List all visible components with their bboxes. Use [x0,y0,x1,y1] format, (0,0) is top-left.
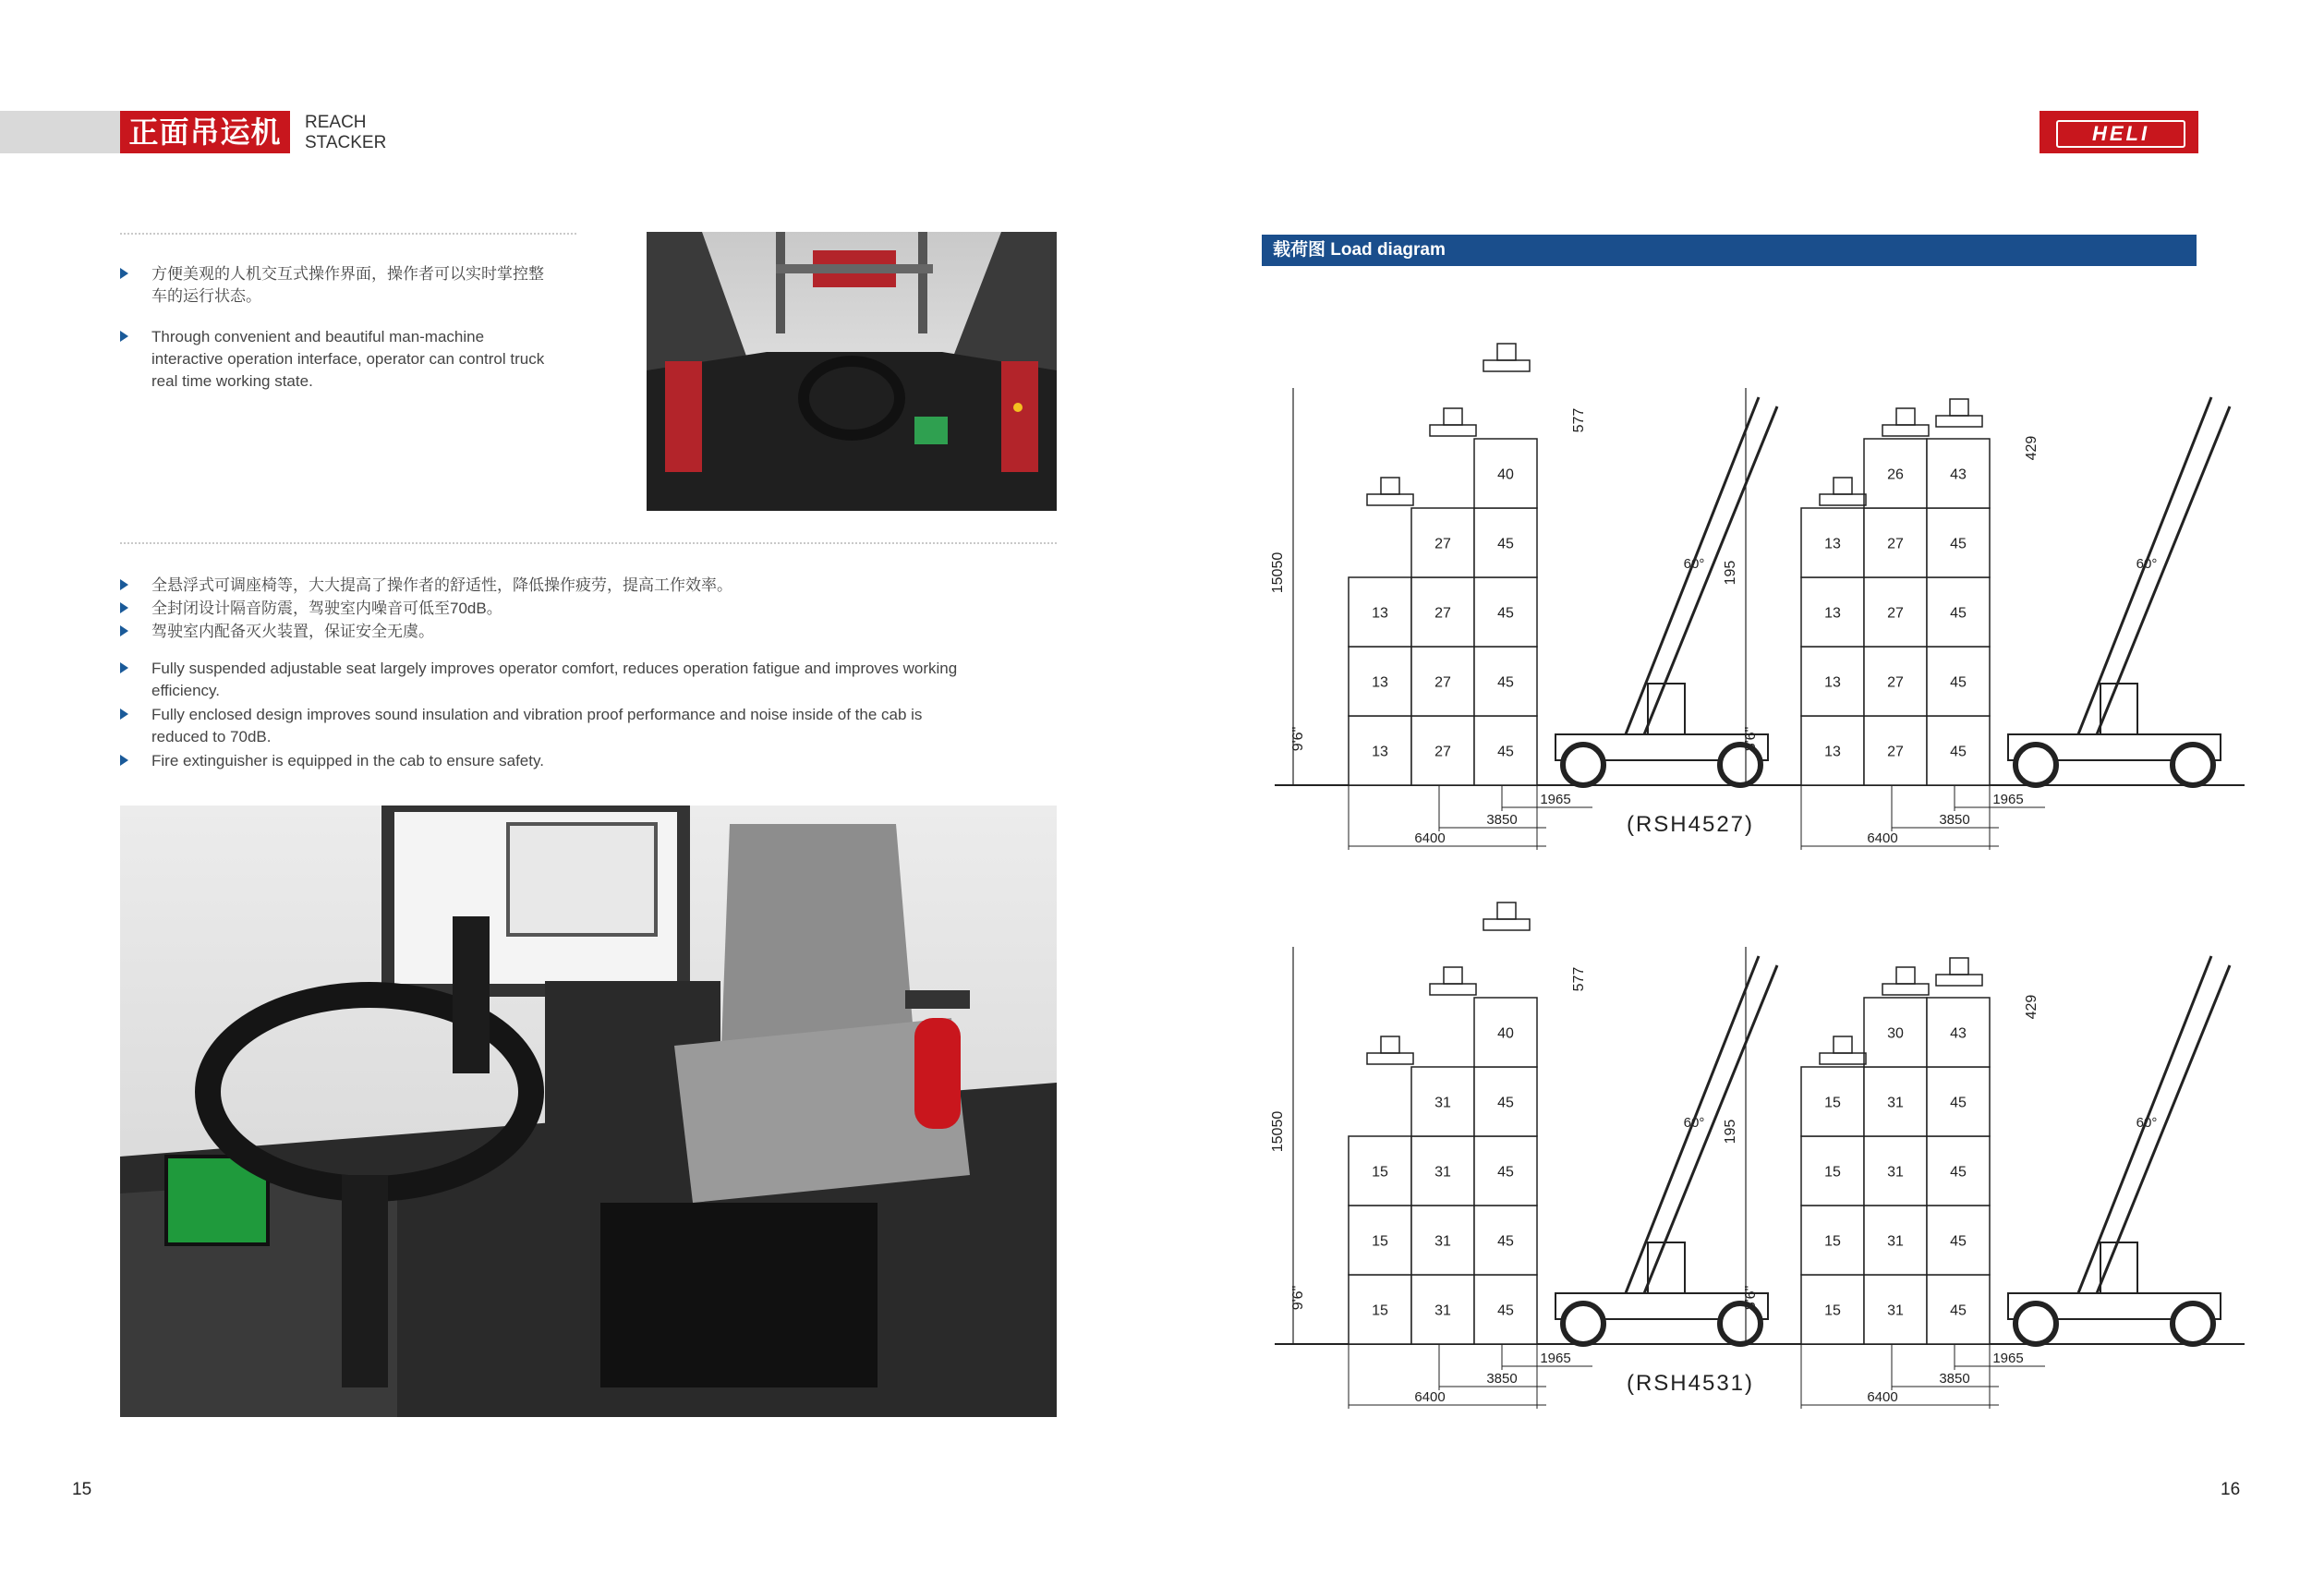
height-label: 15050 [1270,551,1286,594]
truck-wheel-icon [2173,1303,2213,1344]
load-value: 27 [1887,536,1904,552]
load-value: 31 [1887,1095,1904,1111]
header-gray-bar [0,111,120,153]
heli-logo [2040,111,2198,153]
spreader-head-icon [1497,903,1516,919]
dimension-label: 6400 [1414,830,1446,846]
load-value: 15 [1824,1302,1841,1319]
load-value: 45 [1497,1164,1514,1181]
dimension-label: 3850 [1939,1371,1970,1387]
load-value: 45 [1497,1233,1514,1250]
title-en-line2: STACKER [305,133,387,152]
model-diagram-1 [1270,903,2245,1409]
truck-wheel-icon [1563,1303,1604,1344]
load-value: 45 [1950,605,1967,622]
dimension-label: 1965 [1992,792,2024,807]
boom-angle-label: 60° [2136,1115,2158,1131]
load-value: 13 [1824,744,1841,760]
bullet-line: 方便美观的人机交互式操作界面，操作者可以实时掌控整 [151,265,544,283]
spreader-head-icon [1834,478,1852,494]
load-diagram-caption: 载荷图 Load diagram [1262,235,2197,266]
spreader-icon [1430,984,1476,995]
load-value: 27 [1434,674,1451,691]
load-value: 43 [1950,466,1967,483]
spreader-icon [1820,1053,1866,1064]
load-value: 31 [1887,1233,1904,1250]
boom-angle-label: 60° [1683,1115,1705,1131]
height-label: 195 [1723,560,1738,586]
dimension-label: 1965 [1992,1351,2024,1366]
load-value: 15 [1372,1302,1388,1319]
load-value: 13 [1372,605,1388,622]
bullet-line: 驾驶室内配备灭火装置，保证安全无虞。 [151,623,434,640]
title-en-line1: REACH [305,113,367,132]
bullet-line: 全悬浮式可调座椅等，大大提高了操作者的舒适性，降低操作疲劳，提高工作效率。 [151,576,732,594]
truck-wheel-icon [1563,745,1604,785]
load-value: 45 [1497,1095,1514,1111]
cab-seat-photo [120,806,1057,1417]
height-label: 195 [1723,1119,1738,1145]
load-value: 27 [1887,744,1904,760]
spreader-head-icon [1896,408,1915,425]
dimension-label: 3850 [1486,812,1518,828]
load-value: 27 [1434,744,1451,760]
spreader-head-icon [1444,408,1462,425]
bullet-icon [120,755,128,766]
spreader-head-icon [1497,344,1516,360]
load-value: 31 [1434,1233,1451,1250]
spreader-head-icon [1896,967,1915,984]
bullet-line: Fully suspended adjustable seat largely improves operator comfort, reduces operation fatigue and improves working [151,660,958,677]
spreader-icon [1483,919,1530,930]
spreader-icon [1367,494,1413,505]
page-title-en [305,113,386,153]
spreader-icon [1820,494,1866,505]
bullet-icon [120,579,128,590]
load-value: 26 [1887,466,1904,483]
boom-line [1639,406,1777,748]
load-value: 45 [1950,1233,1967,1250]
boom-line [2091,406,2230,748]
clearance-label: 9'6" [1290,726,1306,752]
load-value: 45 [1950,1095,1967,1111]
dimension-label: 3850 [1939,812,1970,828]
load-value: 15 [1372,1233,1388,1250]
spreader-head-icon [1950,958,1968,975]
load-value: 31 [1887,1302,1904,1319]
load-value: 15 [1824,1164,1841,1181]
load-value: 40 [1497,1025,1514,1042]
spreader-head-icon [1950,399,1968,416]
load-value: 15 [1372,1164,1388,1181]
bullet-line: 全封闭设计隔音防震，驾驶室内噪音可低至70dB。 [151,600,502,617]
divider [120,542,1057,544]
bullet-line: 车的运行状态。 [151,287,261,305]
logo-text: HELI [2056,120,2185,148]
load-value: 45 [1950,536,1967,552]
load-value: 27 [1887,674,1904,691]
load-value: 27 [1887,605,1904,622]
bullet-icon [120,268,128,279]
load-value: 45 [1497,605,1514,622]
bullet-line: real time working state. [151,372,313,390]
load-value: 15 [1824,1095,1841,1111]
bullet-line: Through convenient and beautiful man-machine [151,328,485,345]
truck-wheel-icon [2015,1303,2056,1344]
load-value: 30 [1887,1025,1904,1042]
bullet-line: reduced to 70dB. [151,728,272,745]
load-value: 45 [1950,744,1967,760]
spreader-icon [1367,1053,1413,1064]
load-value: 31 [1434,1095,1451,1111]
load-value: 27 [1434,605,1451,622]
truck-wheel-icon [2015,745,2056,785]
load-value: 27 [1434,536,1451,552]
clearance-label: 8'6" [1743,1285,1759,1311]
spreader-icon [1483,360,1530,371]
load-value: 45 [1497,744,1514,760]
bullet-line: Fully enclosed design improves sound insulation and vibration proof performance and noise inside of the cab is [151,706,923,723]
spreader-icon [1882,425,1929,436]
top-clearance-label: 429 [2024,435,2040,461]
boom-angle-label: 60° [1683,556,1705,572]
load-value: 13 [1824,536,1841,552]
page-number-left: 15 [72,1480,92,1499]
bullet-icon [120,662,128,673]
boom-angle-label: 60° [2136,556,2158,572]
bullet-line: interactive operation interface, operator can control truck [151,350,545,368]
model-name-label: (RSH4531) [1626,1371,1755,1396]
page-number-right: 16 [2221,1480,2241,1499]
height-label: 15050 [1270,1110,1286,1153]
divider [120,233,576,235]
boom-line [2073,956,2211,1307]
top-clearance-label: 577 [1571,966,1587,992]
model-diagram-0 [1270,344,2245,850]
bullet-icon [120,625,128,636]
spreader-head-icon [1381,478,1399,494]
load-value: 31 [1434,1302,1451,1319]
boom-line [2073,397,2211,748]
top-clearance-label: 577 [1571,407,1587,433]
load-value: 45 [1497,536,1514,552]
spreader-icon [1936,975,1982,986]
dimension-label: 1965 [1540,1351,1571,1366]
page-title-cn: 正面吊运机 [120,111,290,153]
dimension-label: 6400 [1867,1389,1898,1405]
load-value: 13 [1372,674,1388,691]
spreader-icon [1936,416,1982,427]
load-value: 13 [1372,744,1388,760]
load-value: 13 [1824,674,1841,691]
boom-line [2091,965,2230,1307]
dimension-label: 6400 [1414,1389,1446,1405]
load-value: 31 [1887,1164,1904,1181]
bullet-line: Fire extinguisher is equipped in the cab to ensure safety. [151,752,544,769]
dimension-label: 3850 [1486,1371,1518,1387]
model-name-label: (RSH4527) [1626,812,1755,837]
bullet-icon [120,331,128,342]
cab-dashboard-photo [647,232,1057,511]
load-value: 45 [1950,674,1967,691]
clearance-label: 8'6" [1743,726,1759,752]
top-clearance-label: 429 [2024,994,2040,1020]
load-value: 45 [1950,1302,1967,1319]
load-value: 15 [1824,1233,1841,1250]
load-value: 43 [1950,1025,1967,1042]
load-diagram [1229,323,2254,1409]
boom-line [1639,965,1777,1307]
load-value: 45 [1497,1302,1514,1319]
bullet-line: efficiency. [151,682,221,699]
bullet-icon [120,709,128,720]
dimension-label: 1965 [1540,792,1571,807]
spreader-head-icon [1444,967,1462,984]
spreader-icon [1882,984,1929,995]
load-value: 13 [1824,605,1841,622]
dimension-label: 6400 [1867,830,1898,846]
load-value: 45 [1497,674,1514,691]
spreader-head-icon [1834,1036,1852,1053]
spreader-icon [1430,425,1476,436]
load-value: 40 [1497,466,1514,483]
truck-wheel-icon [2173,745,2213,785]
load-value: 31 [1434,1164,1451,1181]
clearance-label: 9'6" [1290,1285,1306,1311]
bullet-icon [120,602,128,613]
spreader-head-icon [1381,1036,1399,1053]
load-value: 45 [1950,1164,1967,1181]
